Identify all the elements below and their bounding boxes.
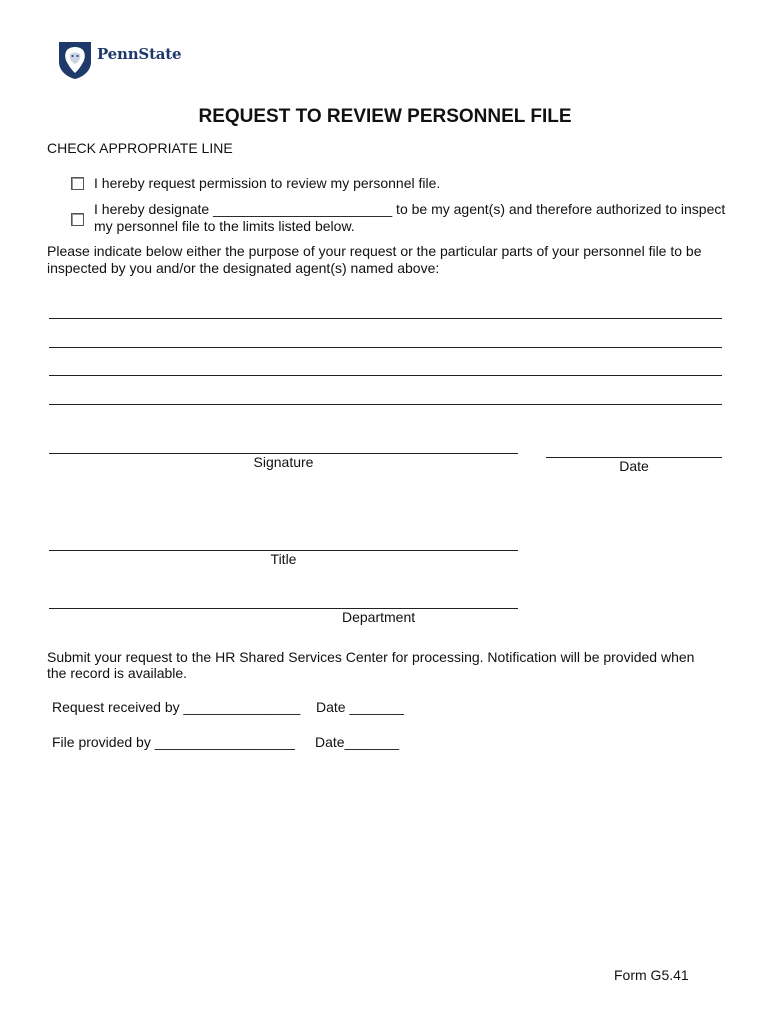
designate-agent-label-line2: my personnel file to the limits listed below. (94, 218, 355, 234)
form-title: REQUEST TO REVIEW PERSONNEL FILE (198, 106, 572, 127)
designate-agent-label-line1: I hereby designate _______________________ to be my agent(s) and therefore authorized to inspect (94, 201, 726, 217)
purpose-line[interactable] (49, 318, 722, 319)
date-label: Date (619, 458, 649, 474)
purpose-line[interactable] (49, 375, 722, 376)
submit-note-line2: the record is available. (47, 665, 188, 681)
signature-label: Signature (253, 454, 314, 470)
form-number: Form G5.41 (614, 967, 689, 983)
instruction-text: CHECK APPROPRIATE LINE (47, 140, 233, 156)
designate-agent-checkbox[interactable] (71, 213, 84, 226)
department-line[interactable] (49, 608, 518, 609)
submit-note-line1: Submit your request to the HR Shared Services Center for processing. Notification will be provided when (47, 649, 695, 665)
pennstate-logo (57, 40, 187, 82)
request-received-date-field: Date _______ (316, 699, 404, 715)
review-permission-checkbox[interactable] (71, 177, 84, 190)
nittany-lion-shield-icon (57, 40, 93, 80)
purpose-prompt-line1: Please indicate below either the purpose of your request or the particular parts of your personnel file to be (47, 243, 702, 259)
purpose-line[interactable] (49, 347, 722, 348)
department-label: Department (342, 609, 416, 625)
review-permission-label: I hereby request permission to review my personnel file. (94, 175, 441, 191)
file-provided-date-field: Date_______ (315, 734, 400, 750)
title-label: Title (270, 551, 297, 567)
purpose-line[interactable] (49, 404, 722, 405)
file-provided-field: File provided by __________________ (52, 734, 295, 750)
purpose-prompt-line2: inspected by you and/or the designated agent(s) named above: (47, 260, 440, 276)
logo-wordmark: PennState (97, 45, 182, 63)
request-received-field: Request received by _______________ (52, 699, 301, 715)
